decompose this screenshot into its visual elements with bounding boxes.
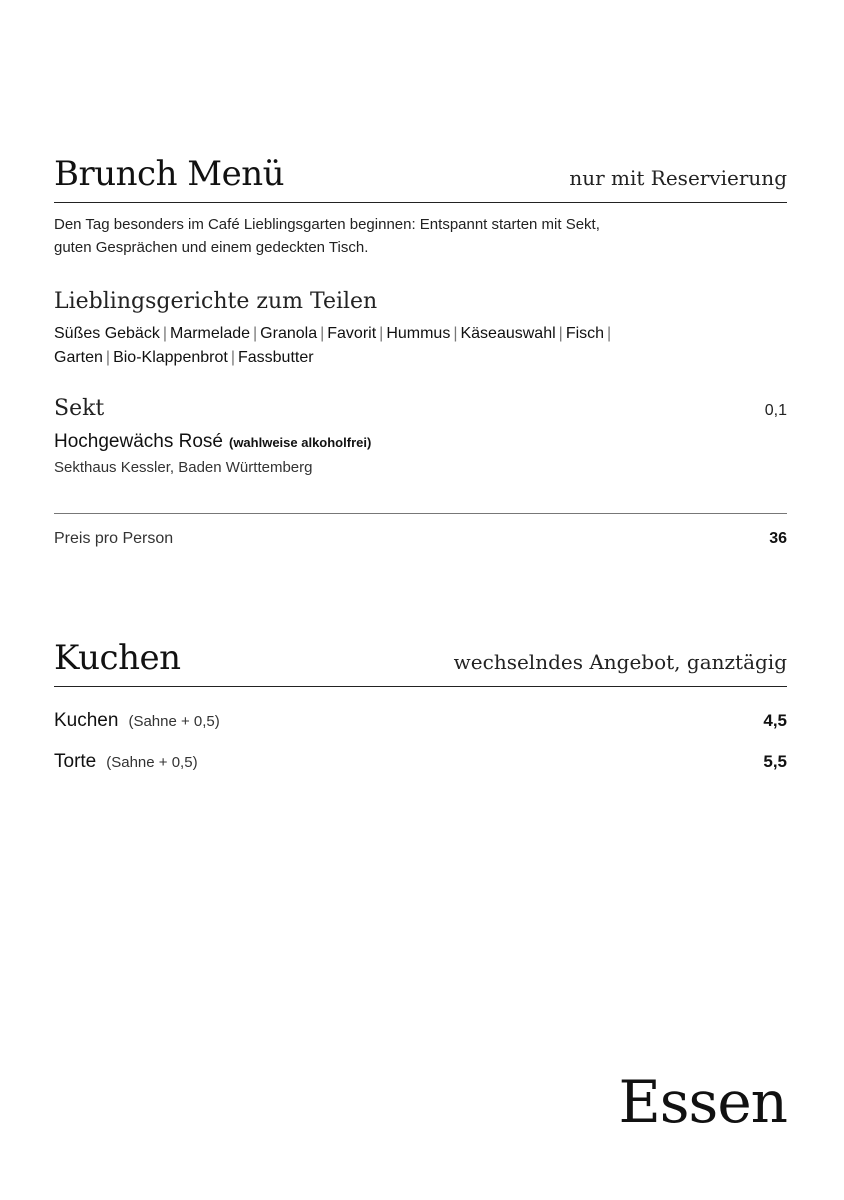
sharing-item: Fassbutter — [237, 349, 314, 366]
sharing-item: Fisch — [565, 325, 605, 342]
cake-label — [54, 751, 198, 773]
separator: | — [230, 349, 235, 366]
reservation-note: nur mit Reservierung — [569, 166, 787, 190]
sharing-item: Hummus — [386, 325, 451, 342]
kuchen-section — [54, 638, 787, 687]
wine-note: (wahlweise alkoholfrei) — [228, 435, 372, 450]
intro-line-1: Den Tag besonders im Café Lieblingsgarten beginnen: Entspannt starten mit Sekt, — [54, 216, 600, 233]
separator: | — [320, 325, 325, 342]
sekt-header — [54, 396, 787, 421]
price-label: Preis pro Person — [54, 530, 174, 547]
brunch-title: Brunch Menü — [54, 154, 285, 194]
kuchen-header — [54, 638, 787, 687]
sharing-line-1 — [54, 322, 787, 346]
sharing-item: Granola — [260, 325, 318, 342]
cake-extra: (Sahne + 0,5) — [106, 754, 198, 771]
brunch-intro — [54, 213, 714, 259]
cake-name: Torte — [54, 751, 97, 772]
wine-origin: Sekthaus Kessler, Baden Württemberg — [54, 459, 313, 476]
sharing-item: Garten — [54, 349, 103, 366]
cake-price: 4,5 — [763, 711, 787, 730]
sekt-title: Sekt — [54, 396, 105, 421]
sharing-item: Marmelade — [169, 325, 251, 342]
sharing-section — [54, 289, 787, 370]
sharing-items — [54, 322, 787, 370]
kuchen-list — [54, 710, 787, 792]
brunch-section — [54, 154, 787, 259]
list-item — [54, 710, 787, 751]
sharing-item: Süßes Gebäck — [54, 325, 160, 342]
wine-item — [54, 431, 787, 453]
cake-label — [54, 710, 220, 732]
sharing-item: Favorit — [327, 325, 377, 342]
separator: | — [558, 325, 563, 342]
list-item — [54, 751, 787, 792]
sharing-title: Lieblingsgerichte zum Teilen — [54, 289, 378, 314]
page-category-title: Essen — [618, 1068, 787, 1136]
separator: | — [379, 325, 384, 342]
sharing-line-2 — [54, 346, 787, 370]
brunch-header — [54, 154, 787, 203]
wine-name: Hochgewächs Rosé — [54, 431, 223, 452]
price-divider — [54, 513, 787, 514]
separator: | — [105, 349, 111, 366]
sekt-section — [54, 396, 787, 476]
cake-name: Kuchen — [54, 710, 119, 731]
separator: | — [607, 325, 612, 342]
sharing-item: Bio-Klappenbrot — [113, 349, 228, 366]
separator: | — [453, 325, 458, 342]
kuchen-note: wechselndes Angebot, ganztägig — [453, 650, 787, 674]
intro-line-2: guten Gesprächen und einem gedeckten Tisch. — [54, 239, 369, 256]
price-value: 36 — [769, 530, 787, 547]
price-section — [54, 530, 787, 548]
cake-extra: (Sahne + 0,5) — [128, 713, 220, 730]
sekt-volume: 0,1 — [764, 402, 787, 419]
separator: | — [253, 325, 258, 342]
sharing-item: Käseauswahl — [460, 325, 556, 342]
price-row — [54, 530, 787, 548]
cake-price: 5,5 — [763, 752, 787, 771]
kuchen-title: Kuchen — [54, 638, 181, 678]
separator: | — [162, 325, 167, 342]
